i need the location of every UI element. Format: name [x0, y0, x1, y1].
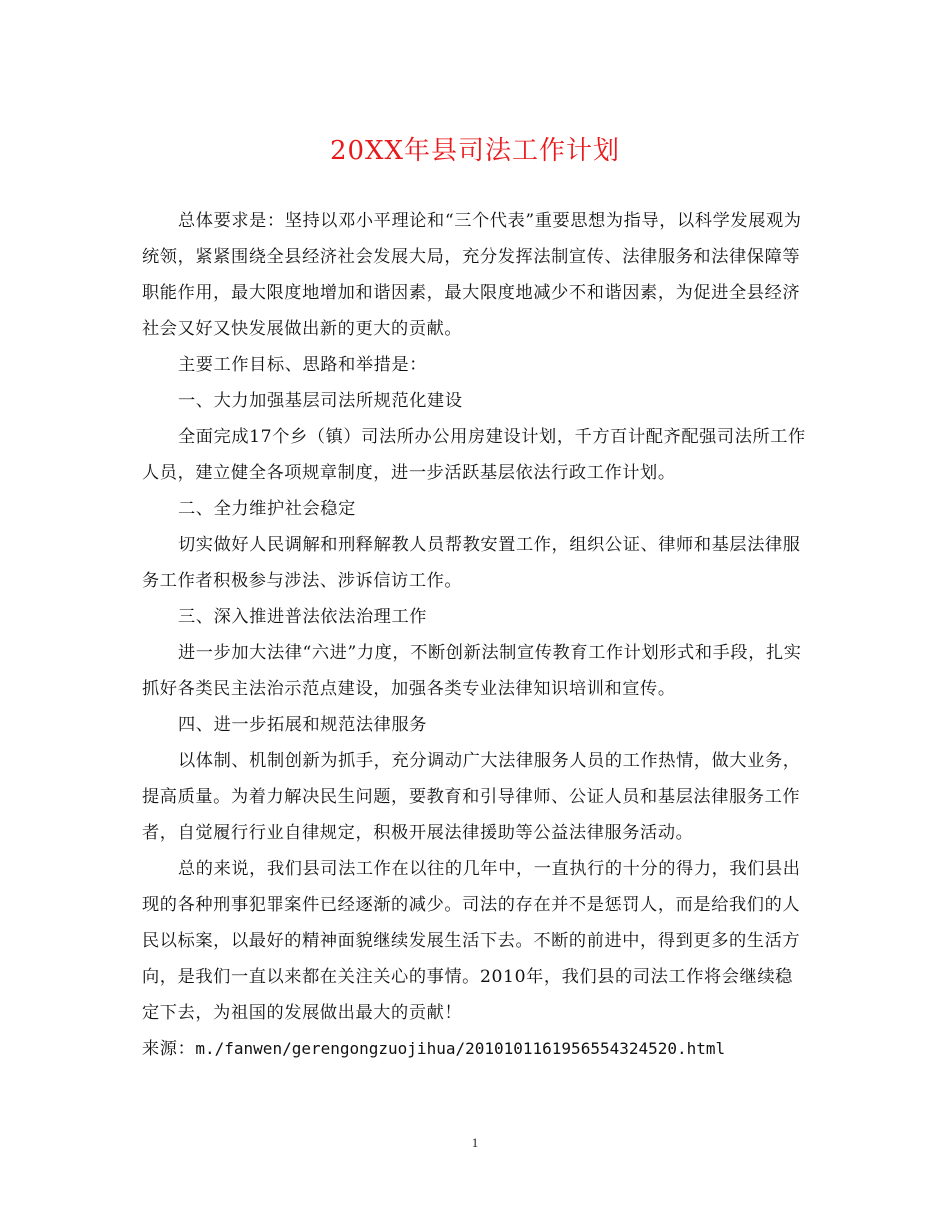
document-body — [142, 203, 810, 1067]
paragraph-section-1: 全面完成17个乡（镇）司法所办公用房建设计划，千方百计配齐配强司法所工作人员，建立健全各项规章制度，进一步活跃基层依法行政工作计划。 — [142, 427, 806, 483]
paragraph-conclusion: 总的来说，我们县司法工作在以往的几年中，一直执行的十分的得力，我们县出现的各种刑事犯罪案件已经逐渐的减少。司法的存在并不是惩罚人，而是给我们的人民以标案，以最好的精神面貌继续发展生活下去。不断的前进中，得到更多的生活方向，是我们一直以来都在关注关心的事情。2010年，我们县的司法工作将会继续稳定下去，为祖国的发展做出最大的贡献！ — [142, 859, 801, 1023]
source-label: 来源： — [142, 1039, 196, 1059]
page-number: 1 — [471, 1135, 479, 1150]
paragraph-section-3: 进一步加大法律“六进”力度，不断创新法制宣传教育工作计划形式和手段，扎实抓好各类民主法治示范点建设，加强各类专业法律知识培训和宣传。 — [142, 643, 802, 699]
section-heading-4: 四、进一步拓展和规范法律服务 — [178, 715, 428, 735]
section-heading-2: 二、全力维护社会稳定 — [178, 499, 356, 519]
section-heading-1: 一、大力加强基层司法所规范化建设 — [178, 391, 463, 411]
document-title: 20XX年县司法工作计划 — [329, 136, 621, 166]
source-line — [142, 1031, 810, 1067]
paragraph-main-goals-intro: 主要工作目标、思路和举措是： — [178, 355, 428, 375]
source-url: m./fanwen/gerengongzuojihua/20101011619565543245​20.html — [195, 1039, 726, 1058]
paragraph-section-4: 以体制、机制创新为抓手，充分调动广大法律服务人员的工作热情，做大业务，提高质量。为着力解决民生问题，要教育和引导律师、公证人员和基层法律服务工作者，自觉履行行业自律规定，积极开展法律援助等公益法律服务活动。 — [142, 751, 801, 843]
paragraph-section-2: 切实做好人民调解和刑释解教人员帮教安置工作，组织公证、律师和基层法律服务工作者积极参与涉法、涉诉信访工作。 — [142, 535, 801, 591]
section-heading-3: 三、深入推进普法依法治理工作 — [178, 607, 428, 627]
paragraph-general-requirements: 总体要求是：坚持以邓小平理论和“三个代表”重要思想为指导，以科学发展观为统领，紧紧围绕全县经济社会发展大局，充分发挥法制宣传、法律服务和法律保障等职能作用，最大限度地增加和谐因素，最大限度地减少不和谐因素，为促进全县经济社会又好又快发展做出新的更大的贡献。 — [142, 211, 802, 339]
